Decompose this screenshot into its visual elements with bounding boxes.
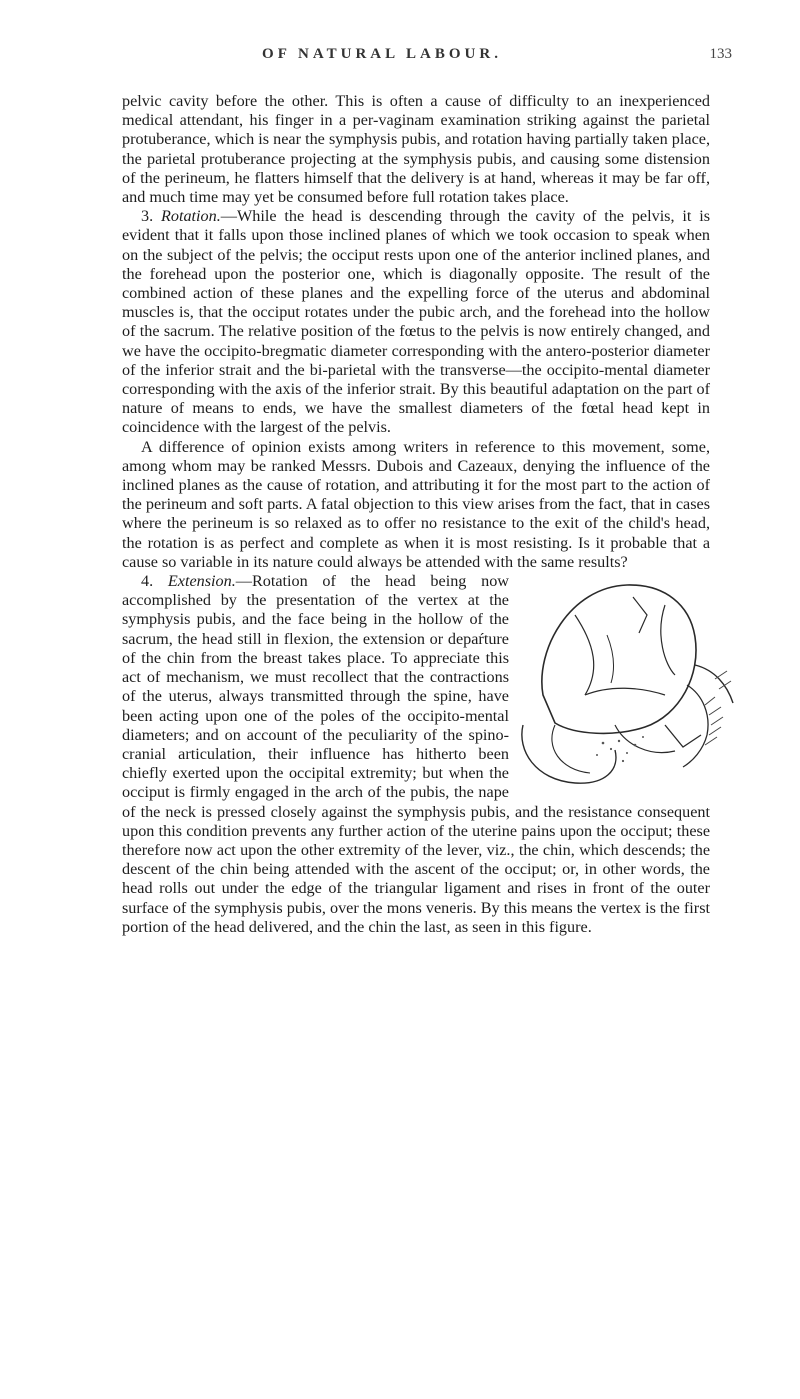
running-head: OF NATURAL LABOUR. bbox=[262, 46, 502, 62]
paragraph-text: —Rotation of the head being now accomplished by the presentation of the vertex at the symphysis pubis, and the face being in the hollow of the sacrum, the head still in flexion, the extension or depaŕture of the chin from the breast takes place. To appreciate this act of mechanism, we must recollect that the contractions of the uterus, always transmitted through the spine, have been acting upon one of the poles of the occipito-mental diameters; and on account of the peculiarity of the spino-cranial articulation, their influence has hitherto been chiefly exerted upon the occipital extremity; but when the occiput is firmly engaged in the arch of the pubis, the nape of the neck is pressed closely against the symphysis pubis, and the resistance consequent upon this condition prevents any further action of the uterine pains upon the occiput; these therefore now act upon the other extremity of the lever, viz., the chin, which descends; the descent of the chin being attended with the ascent of the occiput; or, in other words, the head rolls out under the edge of the triangular ligament and rises in front of the outer surface of the symphysis pubis, over the mons veneris. By this means the vertex is the first portion of the head delivered, and the chin the last, as seen in this figure. bbox=[122, 572, 710, 936]
section-number: 4. bbox=[141, 572, 168, 591]
paragraph-opinion bbox=[122, 438, 710, 572]
section-heading-rotation: Rotation. bbox=[160, 207, 221, 226]
fetal-head-extension-illustration bbox=[515, 575, 740, 793]
page-header bbox=[92, 46, 732, 72]
figure-fetal-head bbox=[515, 575, 740, 793]
paragraph-text: A difference of opinion exists among writers in reference to this movement, some, among whom may be ranked Messrs. Dubois and Cazeaux, denying the influence of the inclined planes as the cause of rotation, and attributing it for the most part to the action of the perineum and soft parts. A fatal objection to this view arises from the fact, that in cases where the perineum is so relaxed as to offer no resistance to the exit of the child's head, the rotation is as perfect and complete as when it is most resisting. Is it probable that a cause so variable in its nature could always be attended with the same results? bbox=[122, 437, 710, 571]
paragraph-text: —While the head is descending through the cavity of the pelvis, it is evident that it falls upon those inclined planes of which we took occasion to speak when on the subject of the pelvis; the occiput rests upon one of the anterior inclined planes, and the forehead upon the posterior one, which is diagonally opposite. The result of the combined action of these planes and the expelling force of the uterus and abdominal muscles is, that the occiput rotates under the pubic arch, and the forehead into the hollow of the sacrum. The relative position of the fœtus to the pelvis is now entirely changed, and we have the occipito-bregmatic diameter corresponding with the antero-posterior diameter of the inferior strait and the bi-parietal with the transverse—the occipito-mental diameter corresponding with the axis of the inferior strait. By this beautiful adaptation on the part of nature of means to ends, we have the smallest diameters of the fœtal head kept in coincidence with the largest of the pelvis. bbox=[122, 207, 711, 437]
section-number: 3. bbox=[141, 207, 161, 226]
paragraph-continuation bbox=[122, 92, 710, 207]
section-heading-extension: Extension. bbox=[167, 572, 236, 591]
page-number: 133 bbox=[709, 46, 732, 62]
paragraph-extension bbox=[122, 572, 710, 937]
body-text bbox=[122, 92, 710, 937]
paragraph-rotation bbox=[122, 207, 710, 437]
paragraph-text: pelvic cavity before the other. This is often a cause of difficulty to an inexperienced medical attendant, his finger in a per-vaginam examination striking against the parietal protuberance, which is near the symphysis pubis, and rotation having partially taken place, the parietal protuberance projecting at the symphysis pubis, and causing some distension of the perineum, he flatters himself that the delivery is at hand, whereas it may be far off, and much time may yet be consumed before full rotation takes place. bbox=[122, 92, 710, 207]
